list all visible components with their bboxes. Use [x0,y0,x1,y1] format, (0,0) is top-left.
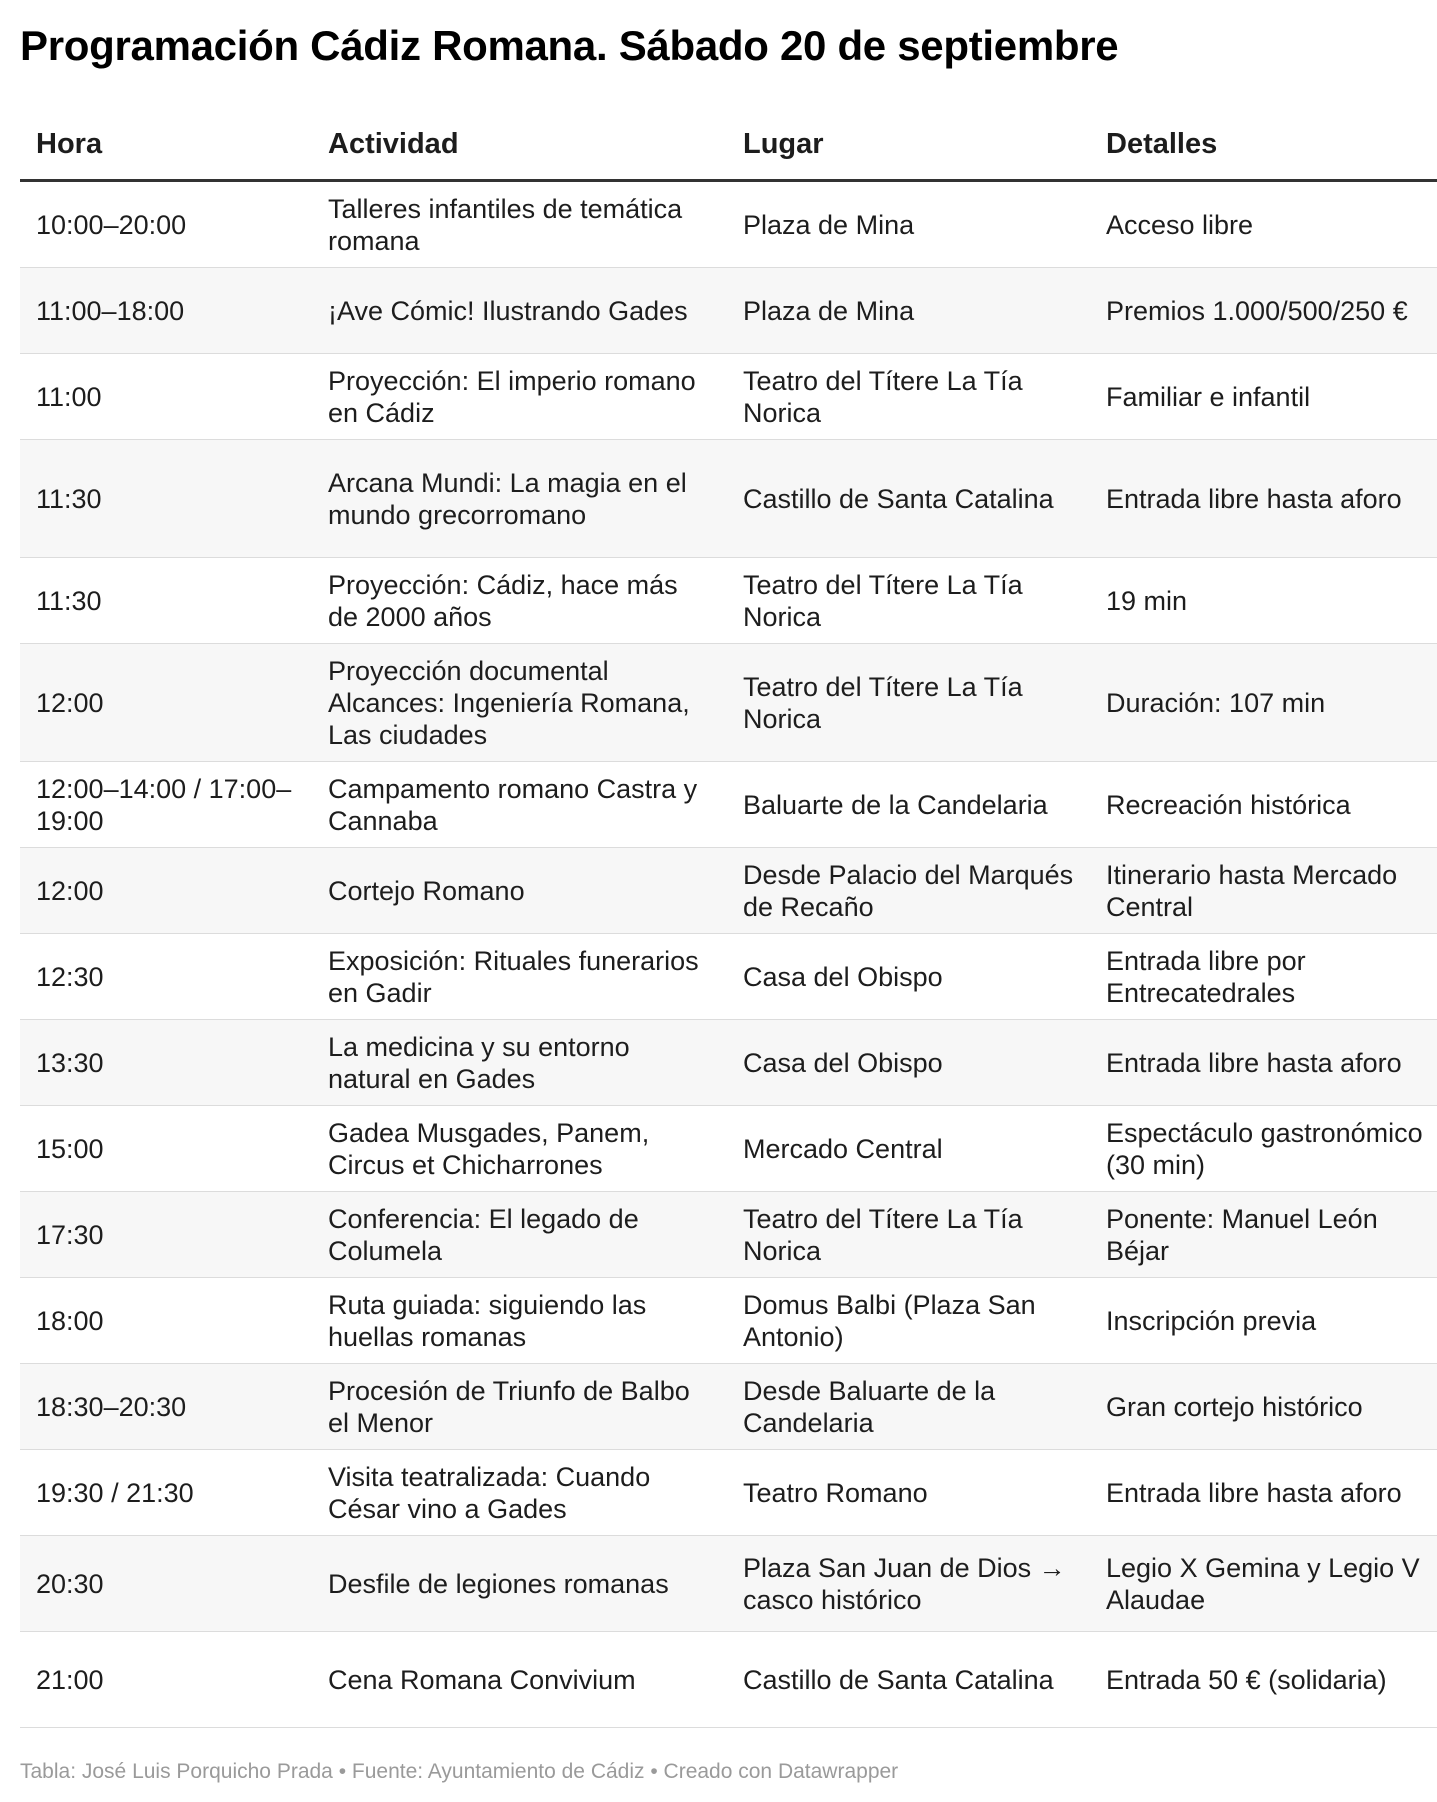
cell-lugar: Desde Baluarte de la Candelaria [727,1364,1090,1450]
cell-lugar: Casa del Obispo [727,1020,1090,1106]
cell-hora: 12:00 [20,848,312,934]
cell-lugar: Teatro del Títere La Tía Norica [727,644,1090,762]
cell-hora: 10:00–20:00 [20,181,312,268]
cell-actividad: Proyección documental Alcances: Ingeniería Romana, Las ciudades [312,644,727,762]
cell-lugar: Teatro Romano [727,1450,1090,1536]
cell-hora: 19:30 / 21:30 [20,1450,312,1536]
cell-actividad: Gadea Musgades, Panem, Circus et Chicharrones [312,1106,727,1192]
cell-lugar: Plaza San Juan de Dios → casco histórico [727,1536,1090,1632]
schedule-table [20,110,1437,1728]
cell-actividad: Visita teatralizada: Cuando César vino a Gades [312,1450,727,1536]
cell-detalles: Inscripción previa [1090,1278,1437,1364]
cell-detalles: 19 min [1090,558,1437,644]
table-row [20,1278,1437,1364]
cell-detalles: Espectáculo gastronómico (30 min) [1090,1106,1437,1192]
table-row [20,1020,1437,1106]
cell-actividad: Proyección: Cádiz, hace más de 2000 años [312,558,727,644]
cell-hora: 15:00 [20,1106,312,1192]
cell-lugar: Teatro del Títere La Tía Norica [727,558,1090,644]
cell-actividad: Talleres infantiles de temática romana [312,181,727,268]
table-row [20,1632,1437,1728]
table-row [20,268,1437,354]
cell-lugar: Castillo de Santa Catalina [727,440,1090,558]
table-row [20,848,1437,934]
cell-actividad: Exposición: Rituales funerarios en Gadir [312,934,727,1020]
cell-lugar: Casa del Obispo [727,934,1090,1020]
cell-actividad: Desfile de legiones romanas [312,1536,727,1632]
cell-lugar: Plaza de Mina [727,268,1090,354]
cell-hora: 11:00–18:00 [20,268,312,354]
cell-hora: 12:00 [20,644,312,762]
cell-detalles: Entrada libre hasta aforo [1090,1450,1437,1536]
table-row [20,1192,1437,1278]
cell-actividad: Conferencia: El legado de Columela [312,1192,727,1278]
cell-hora: 11:00 [20,354,312,440]
cell-detalles: Duración: 107 min [1090,644,1437,762]
cell-hora: 20:30 [20,1536,312,1632]
cell-detalles: Acceso libre [1090,181,1437,268]
cell-hora: 12:00–14:00 / 17:00–19:00 [20,762,312,848]
table-header-row [20,110,1437,181]
table-row [20,1106,1437,1192]
table-row [20,1450,1437,1536]
cell-hora: 17:30 [20,1192,312,1278]
column-header-actividad: Actividad [312,110,727,181]
cell-detalles: Entrada libre por Entrecatedrales [1090,934,1437,1020]
cell-hora: 12:30 [20,934,312,1020]
cell-actividad: Cena Romana Convivium [312,1632,727,1728]
cell-actividad: Arcana Mundi: La magia en el mundo grecorromano [312,440,727,558]
cell-detalles: Entrada libre hasta aforo [1090,1020,1437,1106]
cell-lugar: Domus Balbi (Plaza San Antonio) [727,1278,1090,1364]
cell-lugar: Desde Palacio del Marqués de Recaño [727,848,1090,934]
column-header-hora: Hora [20,110,312,181]
column-header-detalles: Detalles [1090,110,1437,181]
cell-hora: 11:30 [20,440,312,558]
column-header-lugar: Lugar [727,110,1090,181]
cell-lugar: Mercado Central [727,1106,1090,1192]
table-row [20,644,1437,762]
cell-actividad: ¡Ave Cómic! Ilustrando Gades [312,268,727,354]
cell-detalles: Ponente: Manuel León Béjar [1090,1192,1437,1278]
cell-lugar: Plaza de Mina [727,181,1090,268]
table-row [20,558,1437,644]
cell-hora: 13:30 [20,1020,312,1106]
cell-detalles: Gran cortejo histórico [1090,1364,1437,1450]
cell-lugar: Teatro del Títere La Tía Norica [727,1192,1090,1278]
table-row [20,181,1437,268]
cell-actividad: Proyección: El imperio romano en Cádiz [312,354,727,440]
cell-actividad: Campamento romano Castra y Cannaba [312,762,727,848]
cell-hora: 18:30–20:30 [20,1364,312,1450]
cell-actividad: Cortejo Romano [312,848,727,934]
table-row [20,762,1437,848]
table-row [20,354,1437,440]
cell-detalles: Recreación histórica [1090,762,1437,848]
table-row [20,1364,1437,1450]
cell-actividad: Procesión de Triunfo de Balbo el Menor [312,1364,727,1450]
cell-detalles: Itinerario hasta Mercado Central [1090,848,1437,934]
cell-detalles: Familiar e infantil [1090,354,1437,440]
table-row [20,1536,1437,1632]
cell-lugar: Baluarte de la Candelaria [727,762,1090,848]
cell-actividad: La medicina y su entorno natural en Gades [312,1020,727,1106]
cell-detalles: Entrada 50 € (solidaria) [1090,1632,1437,1728]
table-row [20,440,1437,558]
cell-lugar: Castillo de Santa Catalina [727,1632,1090,1728]
cell-detalles: Legio X Gemina y Legio V Alaudae [1090,1536,1437,1632]
page-title: Programación Cádiz Romana. Sábado 20 de septiembre [20,22,1119,69]
table-row [20,934,1437,1020]
cell-hora: 18:00 [20,1278,312,1364]
source-footer: Tabla: José Luis Porquicho Prada • Fuente: Ayuntamiento de Cádiz • Creado con Datawrapper [20,1760,899,1783]
cell-detalles: Premios 1.000/500/250 € [1090,268,1437,354]
cell-detalles: Entrada libre hasta aforo [1090,440,1437,558]
cell-hora: 21:00 [20,1632,312,1728]
cell-lugar: Teatro del Títere La Tía Norica [727,354,1090,440]
cell-actividad: Ruta guiada: siguiendo las huellas romanas [312,1278,727,1364]
cell-hora: 11:30 [20,558,312,644]
